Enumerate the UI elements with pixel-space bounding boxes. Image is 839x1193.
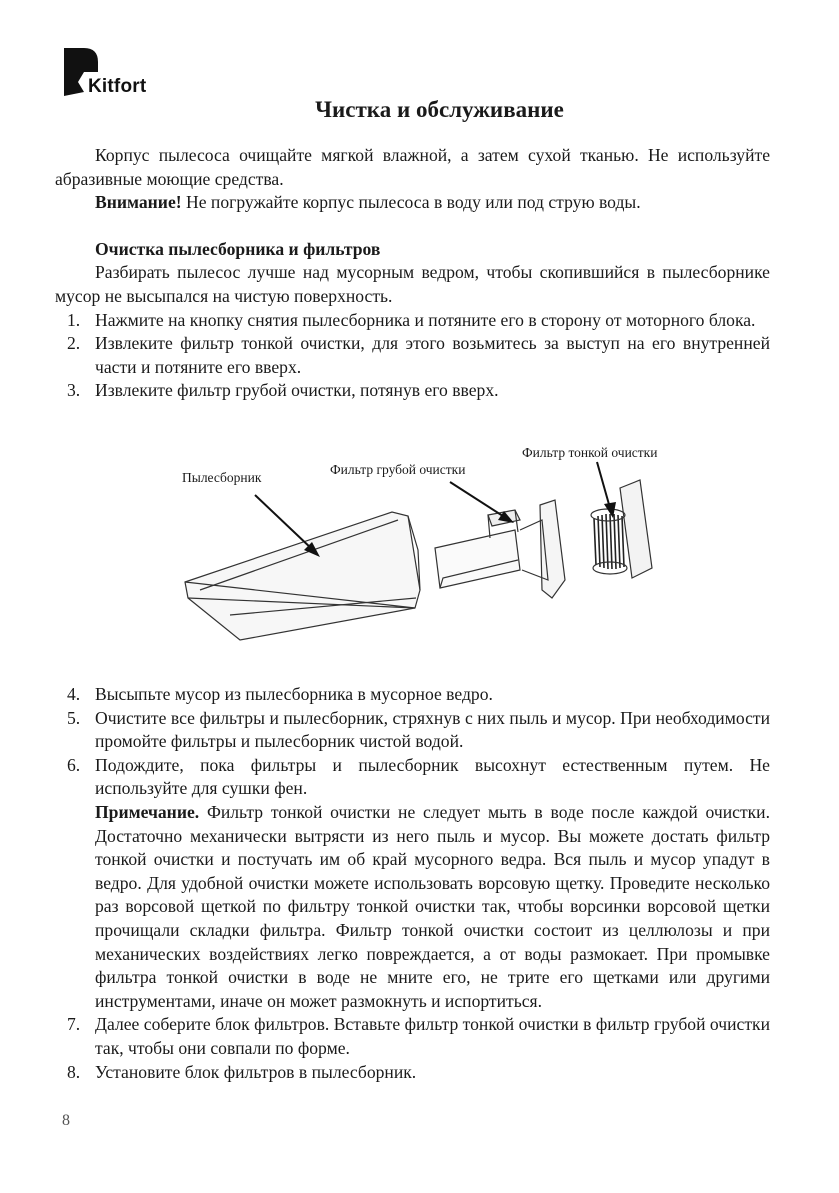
label-fine-filter: Фильтр тонкой очистки — [522, 445, 658, 460]
step-text: Установите блок фильтров в пылесборник. — [95, 1061, 417, 1082]
step-number: 1. — [67, 309, 81, 330]
label-dust-container: Пылесборник — [182, 470, 262, 485]
step-number: 8. — [67, 1061, 81, 1082]
note-paragraph — [95, 801, 770, 1013]
step-text: Высыпьте мусор из пылесборника в мусорное ведро. — [95, 684, 493, 704]
step-number: 7. — [67, 1014, 81, 1035]
brand-name: Kitfort — [88, 76, 147, 97]
section-heading: Очистка пылесборника и фильтров — [95, 238, 381, 259]
list-item — [55, 1013, 770, 1060]
page-title: Чистка и обслуживание — [315, 97, 564, 122]
list-item — [55, 1061, 770, 1085]
section-intro: Разбирать пылесос лучше над мусорным ведром, чтобы скопившийся в пылесборнике мусор не высыпался на чистую поверхность. — [55, 262, 770, 306]
upper-text-block — [55, 144, 770, 403]
warning-label: Внимание! — [95, 192, 182, 213]
intro-paragraph: Корпус пылесоса очищайте мягкой влажной, а затем сухой тканью. Не используйте абразивные моющие средства. — [55, 145, 770, 189]
warning-text: Не погружайте корпус пылесоса в воду или под струю воды. — [181, 192, 641, 213]
note-label: Примечание. — [95, 801, 200, 822]
step-text: Очистите все фильтры и пылесборник, стряхнув с них пыль и мусор. При необходимости промойте фильтры и пылесборник чистой водой. — [95, 707, 770, 752]
step-text: Нажмите на кнопку снятия пылесборника и потяните его в сторону от моторного блока. — [95, 309, 756, 330]
label-coarse-filter: Фильтр грубой очистки — [330, 462, 466, 477]
step-number: 4. — [67, 684, 81, 704]
brand-logo — [64, 46, 174, 98]
step-number: 6. — [67, 754, 81, 775]
step-text: Подождите, пока фильтры и пылесборник высохнут естественным путем. Не используйте для сушки фен. — [95, 754, 770, 799]
filter-diagram — [170, 440, 700, 650]
warning-paragraph — [55, 191, 770, 215]
steps-list-b — [55, 683, 770, 1084]
list-item — [55, 683, 770, 707]
step-text: Извлеките фильтр тонкой очистки, для этого возьмитесь за выступ на его внутренней части и потяните его вверх. — [95, 333, 770, 377]
lower-text-block — [55, 683, 770, 1084]
list-item — [55, 379, 770, 403]
step-number: 5. — [67, 707, 81, 728]
list-item — [55, 754, 770, 1014]
step-number: 3. — [67, 380, 81, 401]
note-text: Фильтр тонкой очистки не следует мыть в воде после каждой очистки. Достаточно механически вытрясти из него пыль и мусор. Вы можете достать фильтр тонкой очистки и постучать им об край мусорного ведра. Вся пыль и мусор упадут в ведро. Для удобной очистки можете использовать ворсовую щетку. Проведите несколько раз ворсовой щеткой по фильтру тонкой очистки так, чтобы ворсинки ворсовой щетки прочищали складки фильтра. Фильтр тонкой очистки состоит из целлюлозы и при механических воздействиях легко повреждается, а от воды размокает. При промывке фильтра тонкой очистки в воде не мните его, не трите его щетками или другими инструментами, иначе он может размокнуть и испортиться. — [95, 801, 770, 1011]
step-text: Далее соберите блок фильтров. Вставьте фильтр тонкой очистки в фильтр грубой очистки так, чтобы они совпали по форме. — [95, 1014, 770, 1058]
steps-list-a — [55, 309, 770, 403]
list-item — [55, 707, 770, 754]
step-text: Извлеките фильтр грубой очистки, потянув его вверх. — [95, 380, 499, 401]
list-item — [55, 332, 770, 379]
list-item — [55, 309, 770, 333]
step-number: 2. — [67, 333, 81, 354]
page-number: 8 — [62, 1112, 70, 1129]
